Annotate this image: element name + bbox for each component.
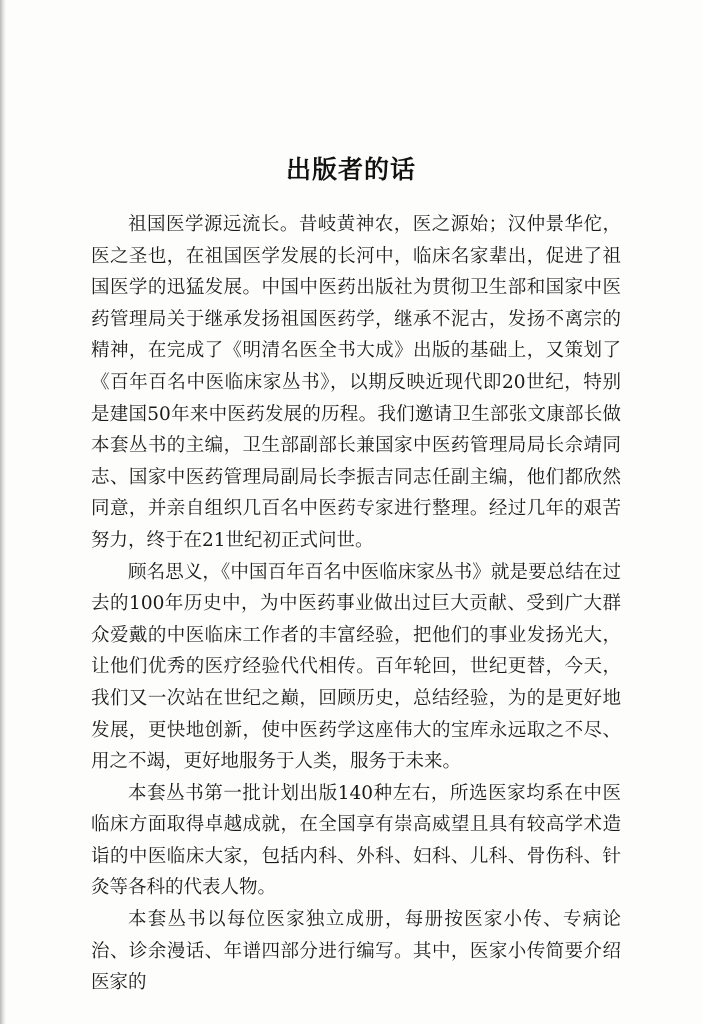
body-text — [91, 209, 621, 994]
page-title: 出版者的话 — [285, 155, 416, 184]
paragraph-2: 顾名思义，《中国百年百名中医临床家丛书》就是要总结在过去的100年历史中，为中医药事业做出过巨大贡献、受到广大群众爱戴的中医临床工作者的丰富经验，把他们的事业发扬光大，让他们优秀的医疗经验代代相传。百年轮回，世纪更替，今天，我们又一次站在世纪之巅，回顾历史，总结经验，为的是更好地发展，更快地创新，使中医药学这座伟大的宝库永远取之不尽、用之不竭，更好地服务于人类，服务于未来。 — [91, 561, 621, 773]
paragraph-1: 祖国医学源远流长。昔岐黄神农，医之源始；汉仲景华佗，医之圣也，在祖国医学发展的长河中，临床名家辈出，促进了祖国医学的迅猛发展。中国中医药出版社为贯彻卫生部和国家中医药管理局关于继承发扬祖国医药学，继承不泥古，发扬不离宗的精神，在完成了《明清名医全书大成》出版的基础上，又策划了《百年百名中医临床家丛书》，以期反映近现代即20世纪，特别是建国50年来中医药发展的历程。我们邀请卫生部张文康部长做本套丛书的主编，卫生部副部长兼国家中医药管理局局长佘靖同志、国家中医药管理局副局长李振吉同志任副主编，他们都欣然同意，并亲自组织几百名中医药专家进行整理。经过几年的艰苦努力，终于在21世纪初正式问世。 — [91, 214, 621, 551]
paragraph-4: 本套丛书以每位医家独立成册，每册按医家小传、专病论治、诊余漫话、年谱四部分进行编写。其中，医家小传简要介绍医家的 — [91, 909, 621, 994]
paragraph-3: 本套丛书第一批计划出版140种左右，所选医家均系在中医临床方面取得卓越成就，在全国享有崇高威望且具有较高学术造诣的中医临床大家，包括内科、外科、妇科、儿科、骨伤科、针灸等各科的代表人物。 — [91, 782, 621, 899]
